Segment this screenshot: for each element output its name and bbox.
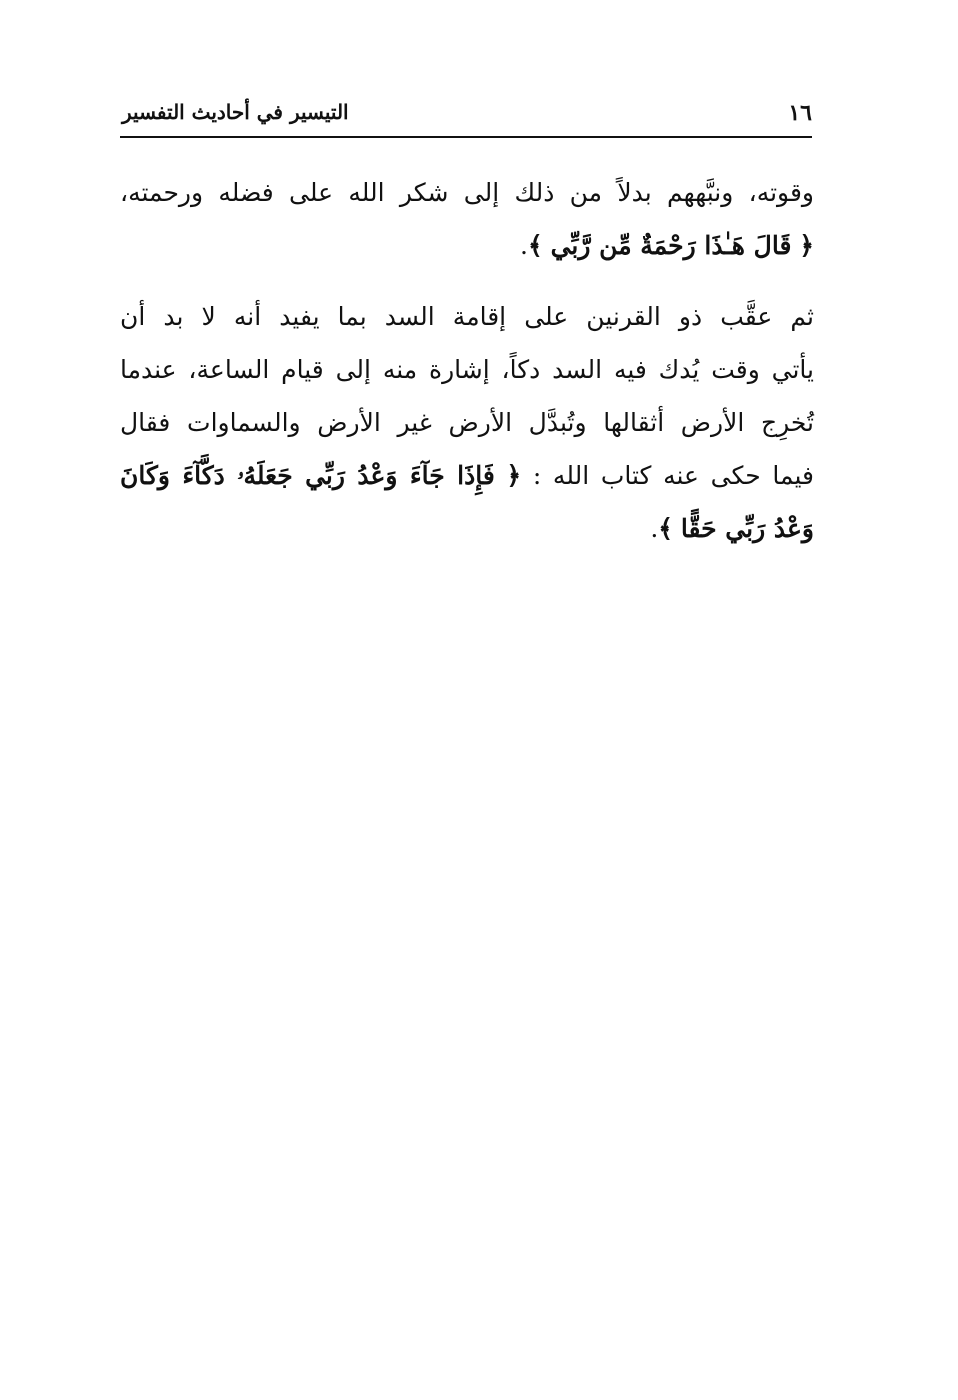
quran-verse: فَإِذَا جَآءَ وَعْدُ رَبِّي جَعَلَهُۥ دَكَّآءَ وَكَانَ <box>120 461 495 490</box>
line-text: وقوته، ونبَّههم بدلاً من ذلك إلى شكر الله على فضله ورحمته، <box>120 178 814 207</box>
quran-close-bracket: ﴾ <box>527 231 543 260</box>
paragraph-2 <box>120 290 814 555</box>
sentence-end: . <box>650 514 659 543</box>
text-line <box>120 396 814 449</box>
header-divider <box>120 136 812 138</box>
running-header <box>122 96 812 138</box>
text-line <box>120 290 814 343</box>
page-number: ١٦ <box>788 100 812 126</box>
sentence-end: . <box>520 231 528 260</box>
quran-verse: قَالَ هَـٰذَا رَحْمَةٌ مِّن رَّبِّي <box>550 231 792 260</box>
line-text: فيما حكى عنه كتاب الله : <box>532 461 814 490</box>
paragraph-1 <box>120 166 814 272</box>
quran-open-bracket: ﴿ <box>506 461 522 490</box>
text-line <box>120 343 814 396</box>
book-title: التيسير في أحاديث التفسير <box>122 100 349 124</box>
quran-verse: وَعْدُ رَبِّي حَقًّا <box>680 514 814 543</box>
line-text: يأتي وقت يُدك فيه السد دكاً، إشارة منه إلى قيام الساعة، عندما <box>120 355 814 384</box>
quran-close-bracket: ﴾ <box>658 514 673 543</box>
quran-line <box>120 502 814 555</box>
text-line <box>120 166 814 219</box>
mixed-line <box>120 449 814 502</box>
body-text <box>120 166 814 555</box>
line-text: ثم عقَّب ذو القرنين على إقامة السد بما يفيد أنه لا بد أن <box>120 302 814 331</box>
quran-line <box>120 219 814 272</box>
line-text: تُخرِج الأرض أثقالها وتُبدَّل الأرض غير الأرض والسماوات فقال <box>120 408 814 437</box>
quran-open-bracket: ﴿ <box>799 231 814 260</box>
